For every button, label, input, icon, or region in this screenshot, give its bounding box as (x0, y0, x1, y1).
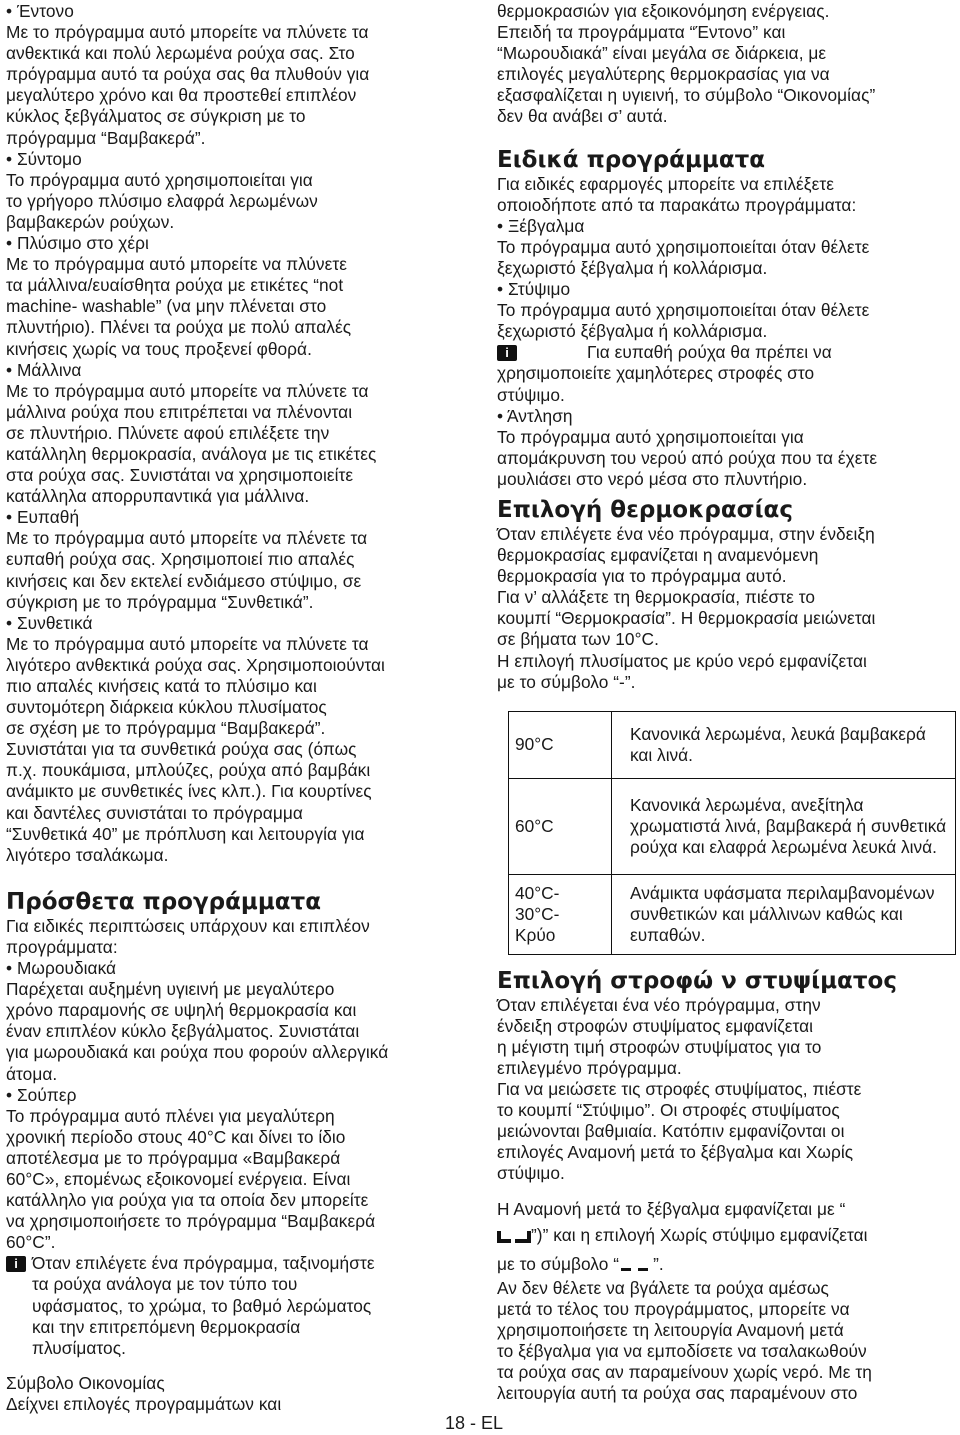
text-line: • Ξέβγαλμα (497, 215, 585, 236)
text-line: το ξέβγαλμα για να εμποδίσετε να τσαλακωθούν (497, 1340, 867, 1361)
additional-intro (6, 916, 466, 958)
text-line: Το πρόγραμμα αυτό πλένει για μεγαλύτερη (6, 1105, 335, 1126)
text-line: πιο απαλές κινήσεις κατά το πλύσιμο και (6, 676, 317, 696)
super-section (6, 1085, 466, 1254)
text-line: για μωρουδιακά και ρούχα που φορούν αλλεργικά (6, 1042, 389, 1063)
text-line: ανθεκτικά και πολύ λερωμένα ρούχα σας. Στο (6, 43, 355, 64)
text-line: • Έντονο (6, 1, 74, 21)
table-row (509, 874, 956, 954)
temp-cell: 60°C (509, 778, 612, 874)
text-line: μειώνονται βαθμιαία. Κατόπιν εμφανίζονται οι (497, 1121, 845, 1142)
text-line: Για ειδικές εφαρμογές μπορείτε να επιλέξετε (497, 173, 834, 194)
text-line: συντομότερη διάρκεια κύκλου πλυσίματος (6, 697, 327, 718)
text-line: Όταν επιλέγετε ένα νέο πρόγραμμα, στην ένδειξη (497, 523, 875, 544)
text-line: κύκλος ξεβγάλματος σε σύγκριση με το (6, 106, 306, 127)
text-line: αποτέλεσμα με το πρόγραμμα «Βαμβακερά (6, 1147, 341, 1168)
text-line: • Πλύσιμο στο χέρι (6, 233, 149, 254)
rinse-hold-icon (497, 1227, 531, 1243)
text-line: τα μάλλινα/ευαίσθητα ρούχα με ετικέτες “not (6, 275, 344, 296)
text-line: εξασφαλίζεται η υγιεινή, το σύμβολο “Οικονομίας” (497, 85, 876, 106)
temp-cell: 40°C- 30°C- Κρύο (509, 874, 612, 954)
text-line: κινήσεις και δεν εκτελεί ενδιάμεσο στύψιμο, σε (6, 570, 362, 591)
text-line: πλυσίματος. (32, 1337, 126, 1358)
text-line: θερμοκρασιών για εξοικονόμηση ενέργειας. (497, 1, 830, 21)
page-number: 18 - EL (445, 1413, 504, 1433)
text-line: Για να μειώσετε τις στροφές στυψίματος, πιέστε (497, 1079, 862, 1100)
text-line: σύγκριση με το πρόγραμμα “Συνθετικά”. (6, 591, 314, 612)
text-line: πρόγραμμα αυτό τα ρούχα σας θα πλυθούν για (6, 64, 370, 85)
text-line: δεν θα ανάβει σ’ αυτά. (497, 106, 668, 127)
drain-section (497, 406, 955, 490)
text-line: χρησιμοποιήσετε τη λειτουργία Αναμονή μετά (497, 1319, 844, 1340)
text-line: έναν επιπλέον κύκλο ξεβγάλματος. Συνιστάται (6, 1021, 360, 1042)
text-line: • Στύψιμο (497, 279, 571, 300)
text-line: Επειδή τα προγράμματα “Έντονο” και (497, 22, 786, 43)
text-line: πρόγραμμα “Βαμβακερά”. (6, 127, 206, 148)
text-line: π.χ. πουκάμισα, μπλούζες, ρούχα από βαμβάκι (6, 760, 371, 781)
text-line: Με το πρόγραμμα αυτό μπορείτε να πλένετε τα (6, 528, 368, 549)
text-line: • Μάλλινα (6, 359, 82, 380)
temperature-table (508, 711, 956, 955)
text-line: σε βήματα των 10°C. (497, 629, 659, 650)
spin-selection-text (497, 995, 955, 1185)
desc-cell: Ανάμικτα υφάσματα περιλαμβανομένων συνθετικών και μάλλινων καθώς και ευπαθών. (612, 874, 956, 954)
delicate-section (6, 507, 466, 612)
temperature-heading: Επιλογή θερμοκρασίας (497, 496, 793, 523)
no-spin-text-end: ”. (653, 1253, 664, 1274)
text-line: Με το πρόγραμμα αυτό μπορείτε να πλύνετε (6, 254, 347, 275)
text-line: θερμοκρασίας εμφανίζεται η αναμενόμενη (497, 545, 819, 566)
text-line: ξεχωριστό ξέβγαλμα ή κολλάρισμα. (497, 257, 768, 278)
text-line: “Μωρουδιακά” είναι μεγάλα σε διάρκεια, με (497, 43, 827, 64)
rinse-hold-line-b (497, 1220, 955, 1250)
final-text (497, 1278, 955, 1405)
text-line: μεγαλύτερο χρόνο και θα προστεθεί επιπλέον (6, 85, 357, 106)
text-line: Για ν’ αλλάξετε τη θερμοκρασία, πιέστε το (497, 587, 816, 608)
text-line: 60°C”. (6, 1232, 56, 1253)
text-line: Δείχνει επιλογές προγραμμάτων και (6, 1393, 282, 1414)
rinse-hold-text: ”)” και η επιλογή Χωρίς στύψιμο εμφανίζεται (531, 1224, 868, 1245)
text-line: να χρησιμοποιήσετε το πρόγραμμα “Βαμβακερά (6, 1211, 376, 1232)
special-programs-heading: Ειδικά προγράμματα (497, 146, 766, 173)
text-line: μετά το τέλος του προγράμματος, μπορείτε να (497, 1298, 850, 1319)
text-line: το κουμπί “Στύψιμο”. Οι στροφές στυψίματος (497, 1100, 840, 1121)
text-line: ένδειξη στροφών στυψίματος εμφανίζεται (497, 1015, 814, 1036)
text-line: • Ευπαθή (6, 507, 80, 528)
text-line: θερμοκρασία για το πρόγραμμα αυτό. (497, 566, 787, 587)
text-line: • Άντληση (497, 405, 573, 426)
table-row (509, 778, 956, 874)
additional-programs-heading: Πρόσθετα προγράμματα (6, 888, 322, 915)
text-line: Όταν επιλέγεται ένα νέο πρόγραμμα, στην (497, 994, 821, 1015)
special-intro (497, 174, 955, 216)
info-icon: i (6, 1256, 26, 1272)
text-line: Το πρόγραμμα αυτό χρησιμοποιείται όταν θέλετε (497, 300, 870, 321)
no-spin-icon (619, 1259, 653, 1271)
spin-note-line: Για ευπαθή ρούχα θα πρέπει να (587, 342, 832, 363)
temperature-text (497, 524, 955, 693)
info-icon: i (497, 345, 517, 361)
wool-section (6, 360, 466, 508)
text-line: Το πρόγραμμα αυτό χρησιμοποιείται για (6, 169, 313, 190)
text-line: κατάλληλο για ρούχα για τα οποία δεν μπορείτε (6, 1190, 369, 1211)
rinse-section (497, 216, 955, 279)
text-line: χρόνο παραμονής σε υψηλή θερμοκρασία και (6, 1000, 357, 1021)
rinse-hold-line-c (497, 1250, 955, 1278)
text-line: Παρέχεται αυξημένη υγιεινή με μεγαλύτερο (6, 979, 335, 1000)
no-spin-text: με το σύμβολο “ (497, 1253, 620, 1274)
rinse-hold-line-a: Η Αναμονή μετά το ξέβγαλμα εμφανίζεται με “ (497, 1198, 846, 1219)
text-line: Το πρόγραμμα αυτό χρησιμοποιείται για (497, 426, 804, 447)
selection-note-text (32, 1253, 466, 1358)
text-line: • Σύντομο (6, 148, 82, 169)
right-column (497, 0, 955, 1404)
text-line: • Μωρουδιακά (6, 958, 117, 979)
text-line: ανάμικτο με συνθετικές ίνες κλπ.). Για κουρτίνες (6, 781, 372, 802)
text-line: Για ειδικές περιπτώσεις υπάρχουν και επιπλέον (6, 915, 370, 936)
text-line: μουλιάσει στο νερό μέσα στο πλυντήριο. (497, 468, 808, 489)
text-line: επιλεγμένο πρόγραμμα. (497, 1058, 682, 1078)
text-line: Με το πρόγραμμα αυτό μπορείτε να πλύνετε τα (6, 22, 369, 43)
eco-section (6, 1373, 466, 1415)
text-line: επιλογές Αναμονή μετά το ξέβγαλμα και Χωρίς (497, 1142, 854, 1163)
text-line: και δαντέλες συνιστάται το πρόγραμμα (6, 802, 303, 823)
text-line: κατάλληλα απορρυπαντικά για μάλλινα. (6, 486, 310, 507)
text-line: άτομα. (6, 1063, 58, 1084)
left-column (6, 0, 466, 1415)
text-line: με το σύμβολο “-”. (497, 671, 636, 692)
spin-section (497, 279, 955, 342)
text-line: απομάκρυνση του νερού από ρούχα που τα έχετε (497, 447, 878, 468)
text-line: Η επιλογή πλυσίματος με κρύο νερό εμφανίζεται (497, 650, 867, 671)
text-line: λιγότερο τσαλάκωμα. (6, 844, 169, 865)
text-line: πλυντήριο). Πλένει τα ρούχα με πολύ απαλές (6, 317, 352, 338)
text-line: κατάλληλη θερμοκρασία, ανάλογα με τις ετικέτες (6, 443, 377, 464)
text-line: σε σχέση με το πρόγραμμα “Βαμβακερά”. (6, 718, 326, 739)
eco-continued (497, 1, 955, 128)
text-line: χρονική περίοδο στους 40°C και δίνει το ίδιο (6, 1126, 346, 1147)
text-line: κινήσεις χωρίς να τους προξενεί φθορά. (6, 338, 312, 359)
text-line: στύψιμο. (497, 1163, 565, 1184)
text-line: ευπαθή ρούχα σας. Χρησιμοποιεί πιο απαλές (6, 549, 355, 570)
intensive-section (6, 1, 466, 149)
text-line: Όταν επιλέγετε ένα πρόγραμμα, ταξινομήστε (32, 1253, 375, 1274)
text-line: σε πλυντήριο. Πλύνετε αφού επιλέξετε την (6, 422, 330, 443)
text-line: “Συνθετικά 40” με πρόπλυση και λειτουργία για (6, 823, 365, 844)
text-line: ξεχωριστό ξέβγαλμα ή κολλάρισμα. (497, 321, 768, 342)
text-line: οποιοδήποτε από τα παρακάτω προγράμματα: (497, 194, 857, 215)
text-line: το γρήγορο πλύσιμο ελαφρά λερωμένων (6, 190, 318, 211)
text-line: βαμβακερών ρούχων. (6, 211, 175, 232)
selection-note (6, 1253, 466, 1358)
text-line: λειτουργία αυτή τα ρούχα σας παραμένουν στο (497, 1383, 858, 1404)
text-line: επιλογές μεγαλύτερης θερμοκρασίας για να (497, 64, 830, 85)
text-line: και την επιτρεπόμενη θερμοκρασία (32, 1316, 301, 1337)
spin-note-line: στύψιμο. (497, 384, 565, 405)
spin-note (497, 342, 955, 405)
text-line: machine- washable” (να μην πλένεται στο (6, 296, 327, 317)
text-line: Το πρόγραμμα αυτό χρησιμοποιείται όταν θέλετε (497, 236, 870, 257)
text-line: μάλλινα ρούχα που επιτρέπεται να πλένονται (6, 401, 353, 422)
text-line: Αν δεν θέλετε να βγάλετε τα ρούχα αμέσως (497, 1277, 829, 1298)
text-line: Συνιστάται για τα συνθετικά ρούχα σας (όπως (6, 739, 357, 760)
text-line: τα ρούχα σας αν παραμείνουν χωρίς νερό. Με τη (497, 1362, 872, 1383)
synthetics-section (6, 613, 466, 866)
text-line: κουμπί “Θερμοκρασία”. Η θερμοκρασία μειώνεται (497, 608, 876, 629)
text-line: λιγότερο ανθεκτικά ρούχα σας. Χρησιμοποιούνται (6, 654, 385, 675)
spin-selection-heading: Επιλογή στροφώ ν στυψίματος (497, 967, 897, 994)
text-line: 60°C», επομένως εξοικονομεί ενέργεια. Είναι (6, 1168, 351, 1189)
text-line: υφάσματος, το χρώμα, το βαθμό λερώματος (32, 1295, 372, 1316)
table-row (509, 711, 956, 778)
text-line: • Συνθετικά (6, 612, 93, 633)
baby-section (6, 958, 466, 1085)
text-line: προγράμματα: (6, 936, 118, 957)
handwash-section (6, 233, 466, 360)
text-line: τα ρούχα ανάλογα με τον τύπο του (32, 1274, 298, 1295)
text-line: στα ρούχα σας. Συνιστάται να χρησιμοποιείτε (6, 465, 354, 486)
text-line: Με το πρόγραμμα αυτό μπορείτε να πλύνετε τα (6, 633, 369, 654)
short-section (6, 149, 466, 233)
text-line: η μέγιστη τιμή στροφών στυψίματος για το (497, 1036, 822, 1057)
spin-note-line: χρησιμοποιείτε χαμηλότερες στροφές στο (497, 363, 815, 384)
text-line: Σύμβολο Οικονομίας (6, 1372, 165, 1393)
text-line: • Σούπερ (6, 1084, 77, 1105)
desc-cell: Κανονικά λερωμένα, ανεξίτηλα χρωματιστά λινά, βαμβακερά ή συνθετικά ρούχα και ελαφρά λερωμένα λευκά λινά. (612, 778, 956, 874)
text-line: Με το πρόγραμμα αυτό μπορείτε να πλύνετε τα (6, 380, 369, 401)
desc-cell: Κανονικά λερωμένα, λευκά βαμβακερά και λινά. (612, 711, 956, 778)
temp-cell: 90°C (509, 711, 612, 778)
